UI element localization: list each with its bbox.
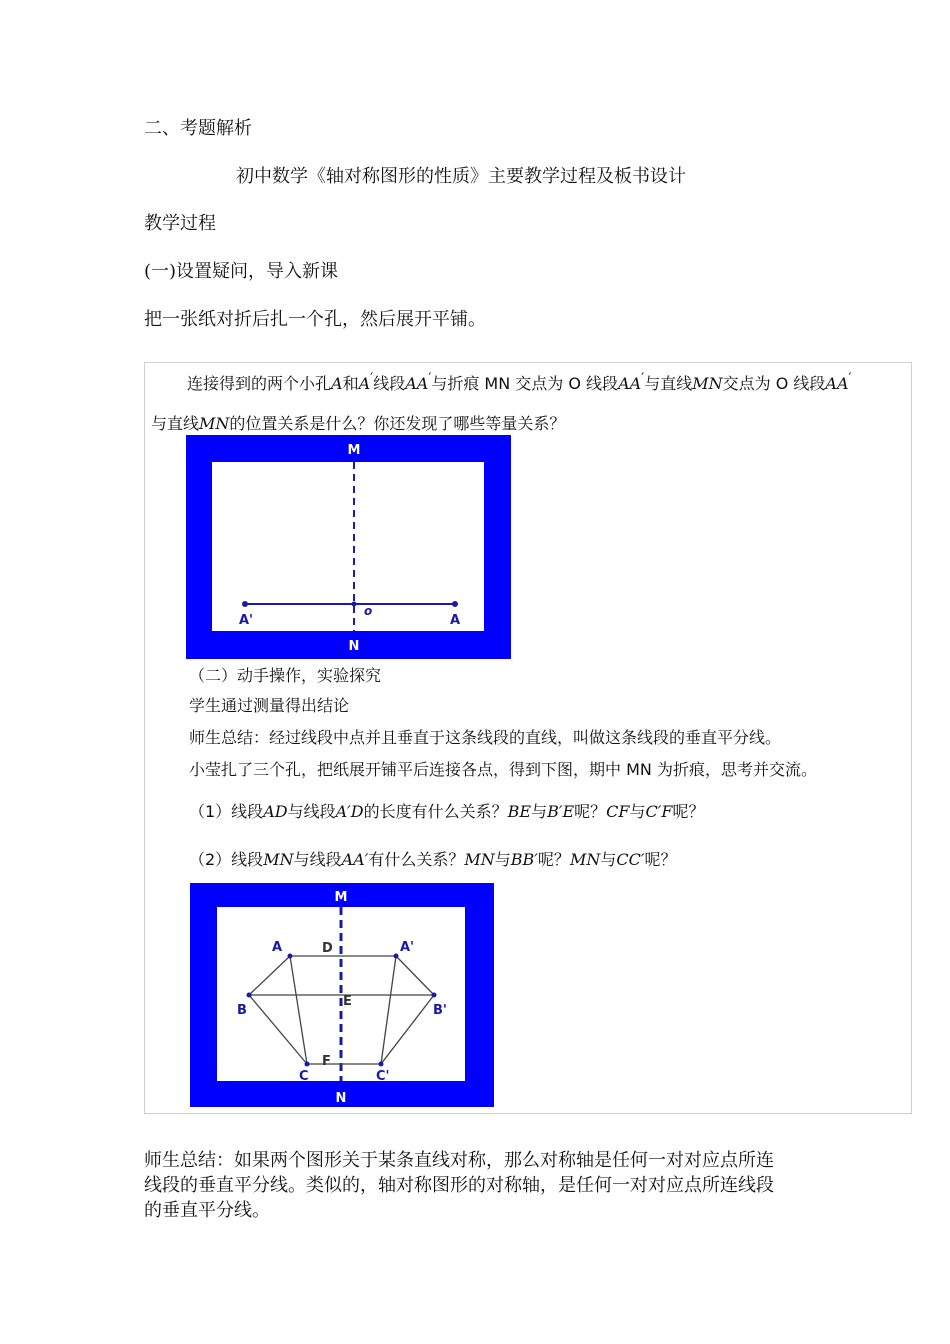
label-a: A <box>450 613 461 628</box>
slide-question-line2: 与直线MN的位置关系是什么？你还发现了哪些等量关系？ <box>151 414 566 433</box>
label-c-prime: C' <box>376 1069 390 1084</box>
point-a <box>288 954 293 959</box>
conclusion-text: 学生通过测量得出结论 <box>189 696 350 715</box>
document-title: 初中数学《轴对称图形的性质》主要教学过程及板书设计 <box>236 166 686 187</box>
process-heading: 教学过程 <box>144 213 216 234</box>
label-a: A <box>272 940 283 955</box>
label-n: N <box>335 1091 347 1106</box>
label-m: M <box>347 443 361 458</box>
label-d: D <box>322 941 333 956</box>
final-summary-line1: 师生总结：如果两个图形关于某条直线对称，那么对称轴是任何一对对应点所连 <box>144 1150 774 1171</box>
question-1: （1）线段AD与线段A′D的长度有什么关系？BE与B′E呢？CF与C′F呢？ <box>189 802 705 821</box>
label-e: E <box>343 994 352 1009</box>
step1-text: 把一张纸对折后扎一个孔，然后展开平铺。 <box>144 309 486 330</box>
step2-heading: （二）动手操作，实验探究 <box>189 666 382 685</box>
point-a-prime <box>242 601 248 607</box>
fold-diagram-1-drawing <box>186 435 511 659</box>
label-b-prime: B' <box>433 1003 447 1018</box>
slide-question-line1: 连接得到的两个小孔A和A′线段AA′与折痕 MN 交点为 O 线段AA′与直线MN交点为 O 线段AA′ <box>187 371 852 393</box>
fold-diagram-2 <box>190 883 494 1107</box>
label-f: F <box>322 1054 331 1069</box>
section-heading: 二、考题解析 <box>144 118 252 139</box>
label-m: M <box>334 890 348 905</box>
point-c-prime <box>379 1062 384 1067</box>
segment-ab <box>249 956 290 995</box>
label-a-prime: A' <box>400 940 415 955</box>
final-summary-line2: 线段的垂直平分线。类似的，轴对称图形的对称轴，是任何一对对应点所连线段 <box>144 1175 774 1196</box>
label-a-prime: A' <box>239 613 254 628</box>
point-a <box>452 601 458 607</box>
summary-definition: 师生总结：经过线段中点并且垂直于这条线段的直线，叫做这条线段的垂直平分线。 <box>189 728 782 747</box>
segment-a-prime-b-prime <box>396 956 434 995</box>
label-n: N <box>348 639 360 654</box>
point-c <box>305 1062 310 1067</box>
final-summary-line3: 的垂直平分线。 <box>144 1200 270 1221</box>
step1-heading: (一)设置疑问，导入新课 <box>144 261 339 282</box>
fold-diagram-1 <box>186 435 511 659</box>
lesson-slide-image <box>144 362 912 1114</box>
question-2: （2）线段MN与线段AA′有什么关系？MN与BB′呢？MN与CC′呢？ <box>189 850 677 869</box>
label-c: C <box>299 1069 309 1084</box>
point-b-prime <box>432 993 437 998</box>
label-o: o <box>364 604 373 618</box>
point-a-prime <box>394 954 399 959</box>
point-o <box>352 602 357 607</box>
label-b: B <box>237 1003 247 1018</box>
point-b <box>247 993 252 998</box>
xiaoying-text: 小莹扎了三个孔，把纸展开铺平后连接各点，得到下图，期中 MN 为折痕，思考并交流。 <box>189 760 817 779</box>
fold-diagram-2-drawing <box>190 883 494 1107</box>
